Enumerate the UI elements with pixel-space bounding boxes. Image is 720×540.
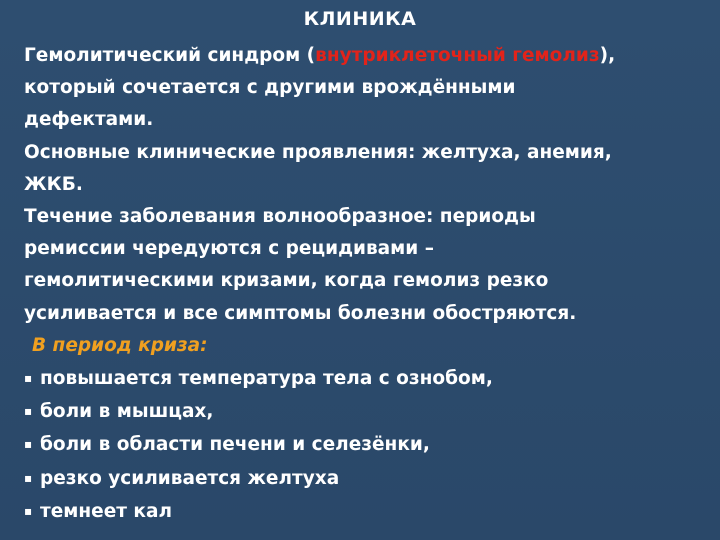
paragraph-3-line-3: гемолитическими кризами, когда гемолиз резко	[24, 270, 549, 292]
bullet-item	[24, 462, 714, 495]
paragraph-2-line-1: Основные клинические проявления: желтуха, анемия,	[24, 141, 612, 163]
highlight-red-text: внутриклеточный гемолиз	[315, 45, 600, 66]
crisis-heading: В период криза:	[32, 334, 208, 356]
bullet-text: повышается температура тела с ознобом,	[40, 368, 493, 390]
bullet-item	[24, 428, 714, 461]
bullet-text: боли в области печени и селезёнки,	[40, 434, 430, 456]
bullet-item	[24, 362, 714, 395]
bullet-text: боли в мышцах,	[40, 401, 214, 423]
bullet-text: резко усиливается желтуха	[40, 467, 340, 489]
paragraph-1-line-3: дефектами.	[24, 109, 154, 131]
paragraph-1-line-2: который сочетается с другими врождёнными	[24, 77, 516, 99]
slide-title: КЛИНИКА	[303, 8, 417, 30]
bullet-item	[24, 395, 714, 428]
bullet-item	[24, 495, 714, 528]
paragraph-1-line-1	[24, 40, 714, 72]
bullet-icon: ▪	[24, 437, 33, 452]
text-segment: Гемолитический синдром (	[24, 45, 316, 66]
bullet-icon: ▪	[24, 371, 33, 386]
paragraph-3-line-1: Течение заболевания волнообразное: периоды	[24, 206, 536, 228]
bullet-text: темнеет кал	[40, 500, 173, 522]
paragraph-2-line-2: ЖКБ.	[24, 173, 83, 195]
text-segment: ),	[599, 45, 616, 66]
paragraph-3-line-2: ремиссии чередуются с рецидивами –	[24, 238, 434, 260]
paragraph-3-line-4: усиливается и все симптомы болезни обостряются.	[24, 302, 577, 324]
slide-body	[24, 40, 714, 528]
bullet-icon: ▪	[24, 503, 33, 518]
bullet-icon: ▪	[24, 470, 33, 485]
bullet-icon: ▪	[24, 404, 33, 419]
